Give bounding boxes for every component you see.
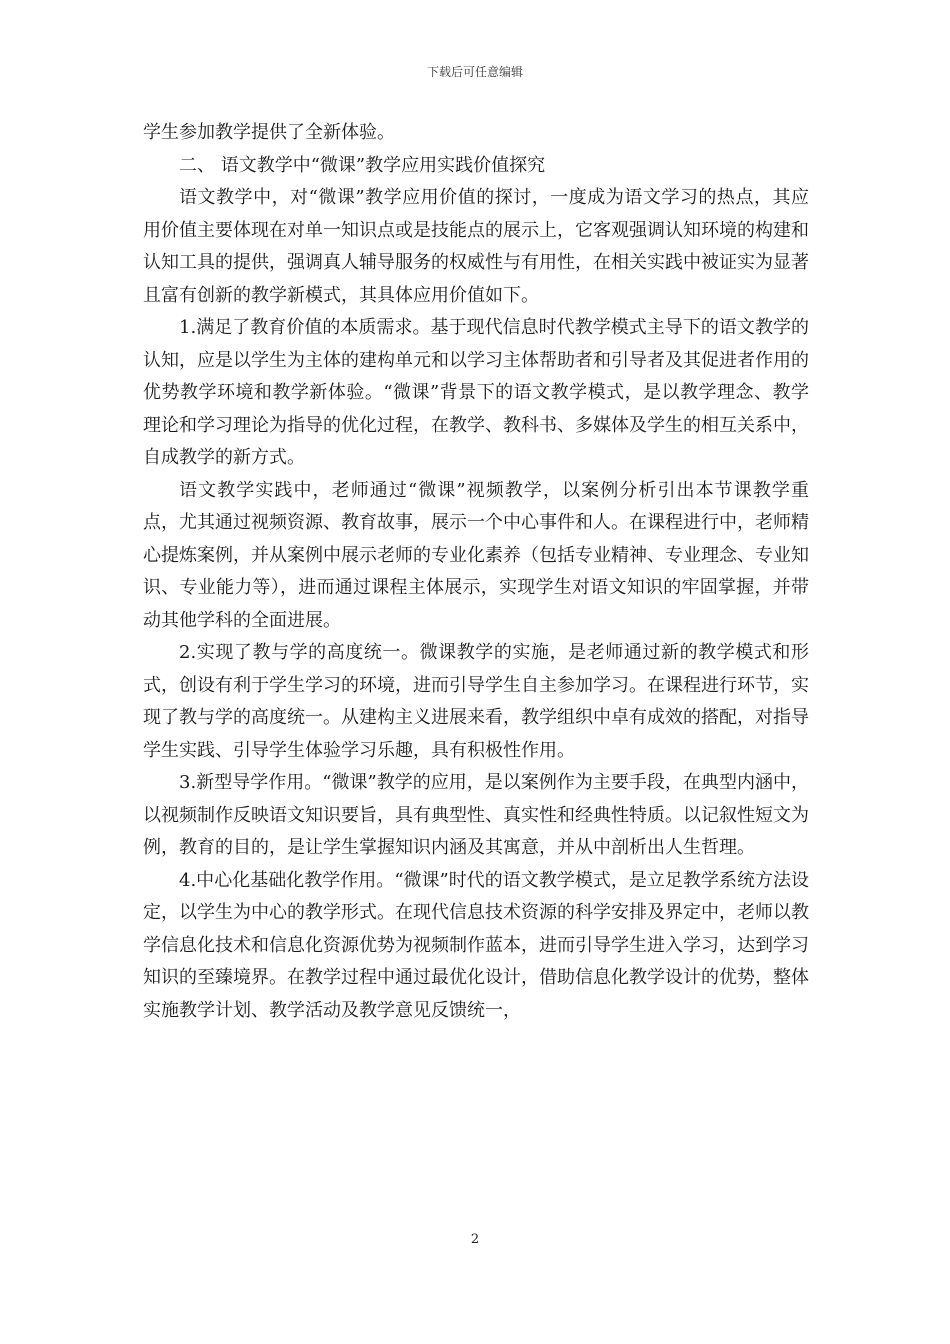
paragraph-point-3: 3.新型导学作用。“微课”教学的应用，是以案例作为主要手段，在典型内涵中，以视频制作反映语文知识要旨，具有典型性、真实性和经典性特质。以记叙性短文为例，教育的目的，是让学生掌握知识内涵及其寓意，并从中剖析出人生哲理。 — [143, 772, 809, 858]
paragraph-practice: 语文教学实践中，老师通过“微课”视频教学，以案例分析引出本节课教学重点，尤其通过视频资源、教育故事，展示一个中心事件和人。在课程进行中，老师精心提炼案例，并从案例中展示老师的专业化素养（包括专业精神、专业理念、专业知识、专业能力等），进而通过课程主体展示，实现学生对语文知识的牢固掌握，并带动其他学科的全面进展。 — [143, 479, 809, 631]
paragraph-point-4: 4.中心化基础化教学作用。“微课”时代的语文教学模式，是立足教学系统方法设定，以学生为中心的教学形式。在现代信息技术资源的科学安排及界定中，老师以教学信息化技术和信息化资源优势为视频制作蓝本，进而引导学生进入学习，达到学习知识的至臻境界。在教学过程中通过最优化设计，借助信息化教学设计的优势，整体实施教学计划、教学活动及教学意见反馈统一， — [143, 869, 809, 1021]
paragraph-intro: 语文教学中，对“微课”教学应用价值的探讨，一度成为语文学习的热点，其应用价值主要体现在对单一知识点或是技能点的展示上，它客观强调认知环境的构建和认知工具的提供，强调真人辅导服务的权威性与有用性，在相关实践中被证实为显著且富有创新的教学新模式，其具体应用价值如下。 — [143, 187, 809, 306]
document-body — [143, 117, 809, 1027]
paragraph-point-1: 1.满足了教育价值的本质需求。基于现代信息时代教学模式主导下的语文教学的认知，应是以学生为主体的建构单元和以学习主体帮助者和引导者及其促进者作用的优势教学环境和教学新体验。“微课”背景下的语文教学模式，是以教学理念、教学理论和学习理论为指导的优化过程，在教学、教科书、多媒体及学生的相互关系中，自成教学的新方式。 — [143, 317, 809, 468]
paragraph-continuation: 学生参加教学提供了全新体验。 — [143, 122, 395, 143]
paragraph-point-2: 2.实现了教与学的高度统一。微课教学的实施，是老师通过新的教学模式和形式，创设有利于学生学习的环境，进而引导学生自主参加学习。在课程进行环节，实现了教与学的高度统一。从建构主义进展来看，教学组织中卓有成效的搭配，对指导学生实践、引导学生体验学习乐趣，具有积极性作用。 — [143, 642, 809, 761]
section-heading: 二、 语文教学中“微课”教学应用实践价值探究 — [179, 154, 546, 176]
page-number: 2 — [470, 1232, 480, 1247]
page-header: 下载后可任意编辑 — [426, 65, 523, 79]
